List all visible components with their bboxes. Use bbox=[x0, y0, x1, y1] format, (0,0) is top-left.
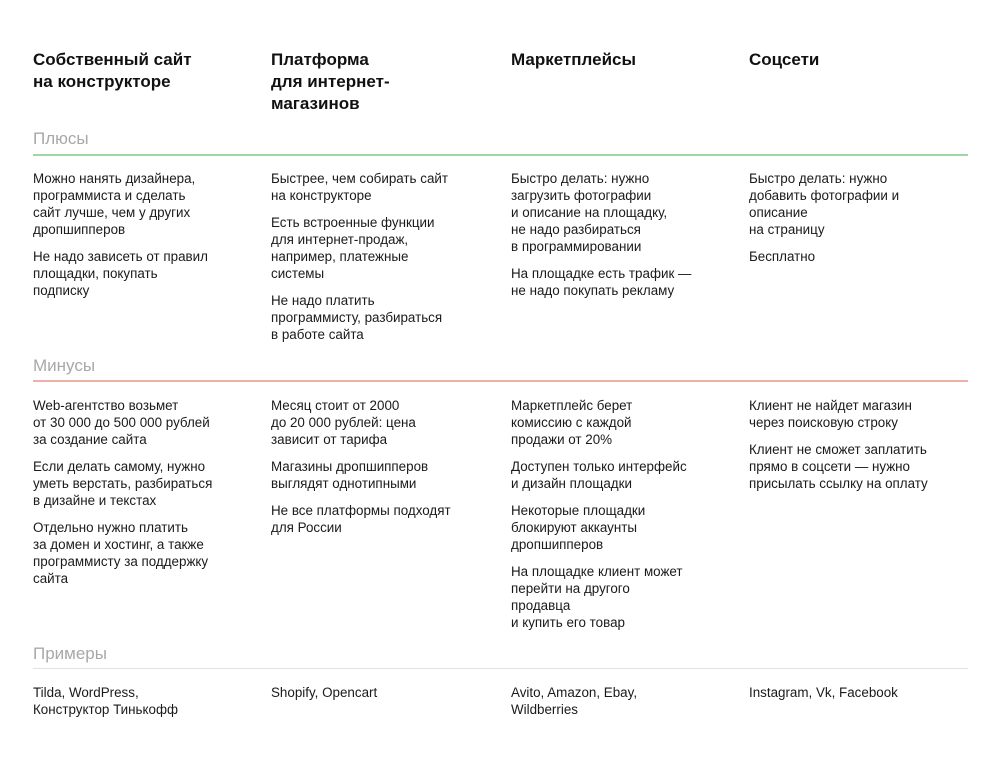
section-label-pros: Плюсы bbox=[33, 129, 89, 148]
column-header-own-site: Собственный сайт на конструкторе bbox=[33, 50, 192, 91]
section-divider-examples bbox=[33, 668, 968, 669]
cell-pros-own-site bbox=[33, 170, 253, 309]
cell-examples-own-site bbox=[33, 684, 253, 728]
list-item: Быстро делать: нужно загрузить фотографии и описание на площадку, не надо разбираться в программировании bbox=[511, 171, 668, 254]
list-item: Не все платформы подходят для России bbox=[271, 503, 451, 535]
column-header-marketplaces: Маркетплейсы bbox=[511, 50, 636, 69]
list-item: Некоторые площадки блокируют аккаунты дропшипперов bbox=[511, 503, 646, 552]
list-item: Клиент не найдет магазин через поисковую строку bbox=[749, 398, 912, 430]
column-header-platform: Платформа для интернет- магазинов bbox=[271, 50, 390, 113]
list-item: Avito, Amazon, Ebay, Wildberries bbox=[511, 685, 638, 717]
list-item: Shopify, Opencart bbox=[271, 685, 378, 700]
list-item: Не надо зависеть от правил площадки, покупать подписку bbox=[33, 249, 208, 298]
list-item: Быстрее, чем собирать сайт на конструкторе bbox=[271, 171, 449, 203]
cell-pros-marketplaces bbox=[511, 170, 731, 309]
section-divider-cons bbox=[33, 380, 968, 382]
list-item: Не надо платить программисту, разбираться в работе сайта bbox=[271, 293, 443, 342]
list-item: Instagram, Vk, Facebook bbox=[749, 685, 898, 700]
list-item: На площадке есть трафик — не надо покупать рекламу bbox=[511, 266, 692, 298]
cell-examples-social bbox=[749, 684, 969, 711]
list-item: Бесплатно bbox=[749, 249, 816, 264]
list-item: Отдельно нужно платить за домен и хостинг, а также программисту за поддержку сайта bbox=[33, 520, 209, 586]
list-item: Web-агентство возьмет от 30 000 до 500 000 рублей за создание сайта bbox=[33, 398, 210, 447]
column-header-social: Соцсети bbox=[749, 50, 820, 69]
list-item: Магазины дропшипперов выглядят однотипными bbox=[271, 459, 429, 491]
list-item: Доступен только интерфейс и дизайн площадки bbox=[511, 459, 687, 491]
section-label-examples: Примеры bbox=[33, 644, 107, 663]
section-label-cons: Минусы bbox=[33, 356, 96, 375]
list-item: Можно нанять дизайнера, программиста и сделать сайт лучше, чем у других дропшипперов bbox=[33, 171, 196, 237]
cell-pros-social bbox=[749, 170, 969, 275]
list-item: Tilda, WordPress, Конструктор Тинькофф bbox=[33, 685, 179, 717]
cell-cons-marketplaces bbox=[511, 397, 731, 641]
cell-cons-platform bbox=[271, 397, 491, 546]
list-item: Клиент не сможет заплатить прямо в соцсети — нужно присылать ссылку на оплату bbox=[749, 442, 928, 491]
list-item: Быстро делать: нужно добавить фотографии и описание на страницу bbox=[749, 171, 900, 237]
section-divider-pros bbox=[33, 154, 968, 156]
cell-cons-own-site bbox=[33, 397, 253, 597]
cell-examples-marketplaces bbox=[511, 684, 731, 728]
list-item: Есть встроенные функции для интернет-продаж, например, платежные системы bbox=[271, 215, 435, 281]
cell-pros-platform bbox=[271, 170, 491, 353]
cell-examples-platform bbox=[271, 684, 491, 711]
cell-cons-social bbox=[749, 397, 969, 502]
list-item: На площадке клиент может перейти на другого продавца и купить его товар bbox=[511, 564, 683, 630]
list-item: Месяц стоит от 2000 до 20 000 рублей: цена зависит от тарифа bbox=[271, 398, 416, 447]
list-item: Маркетплейс берет комиссию с каждой продажи от 20% bbox=[511, 398, 633, 447]
list-item: Если делать самому, нужно уметь верстать, разбираться в дизайне и текстах bbox=[33, 459, 213, 508]
